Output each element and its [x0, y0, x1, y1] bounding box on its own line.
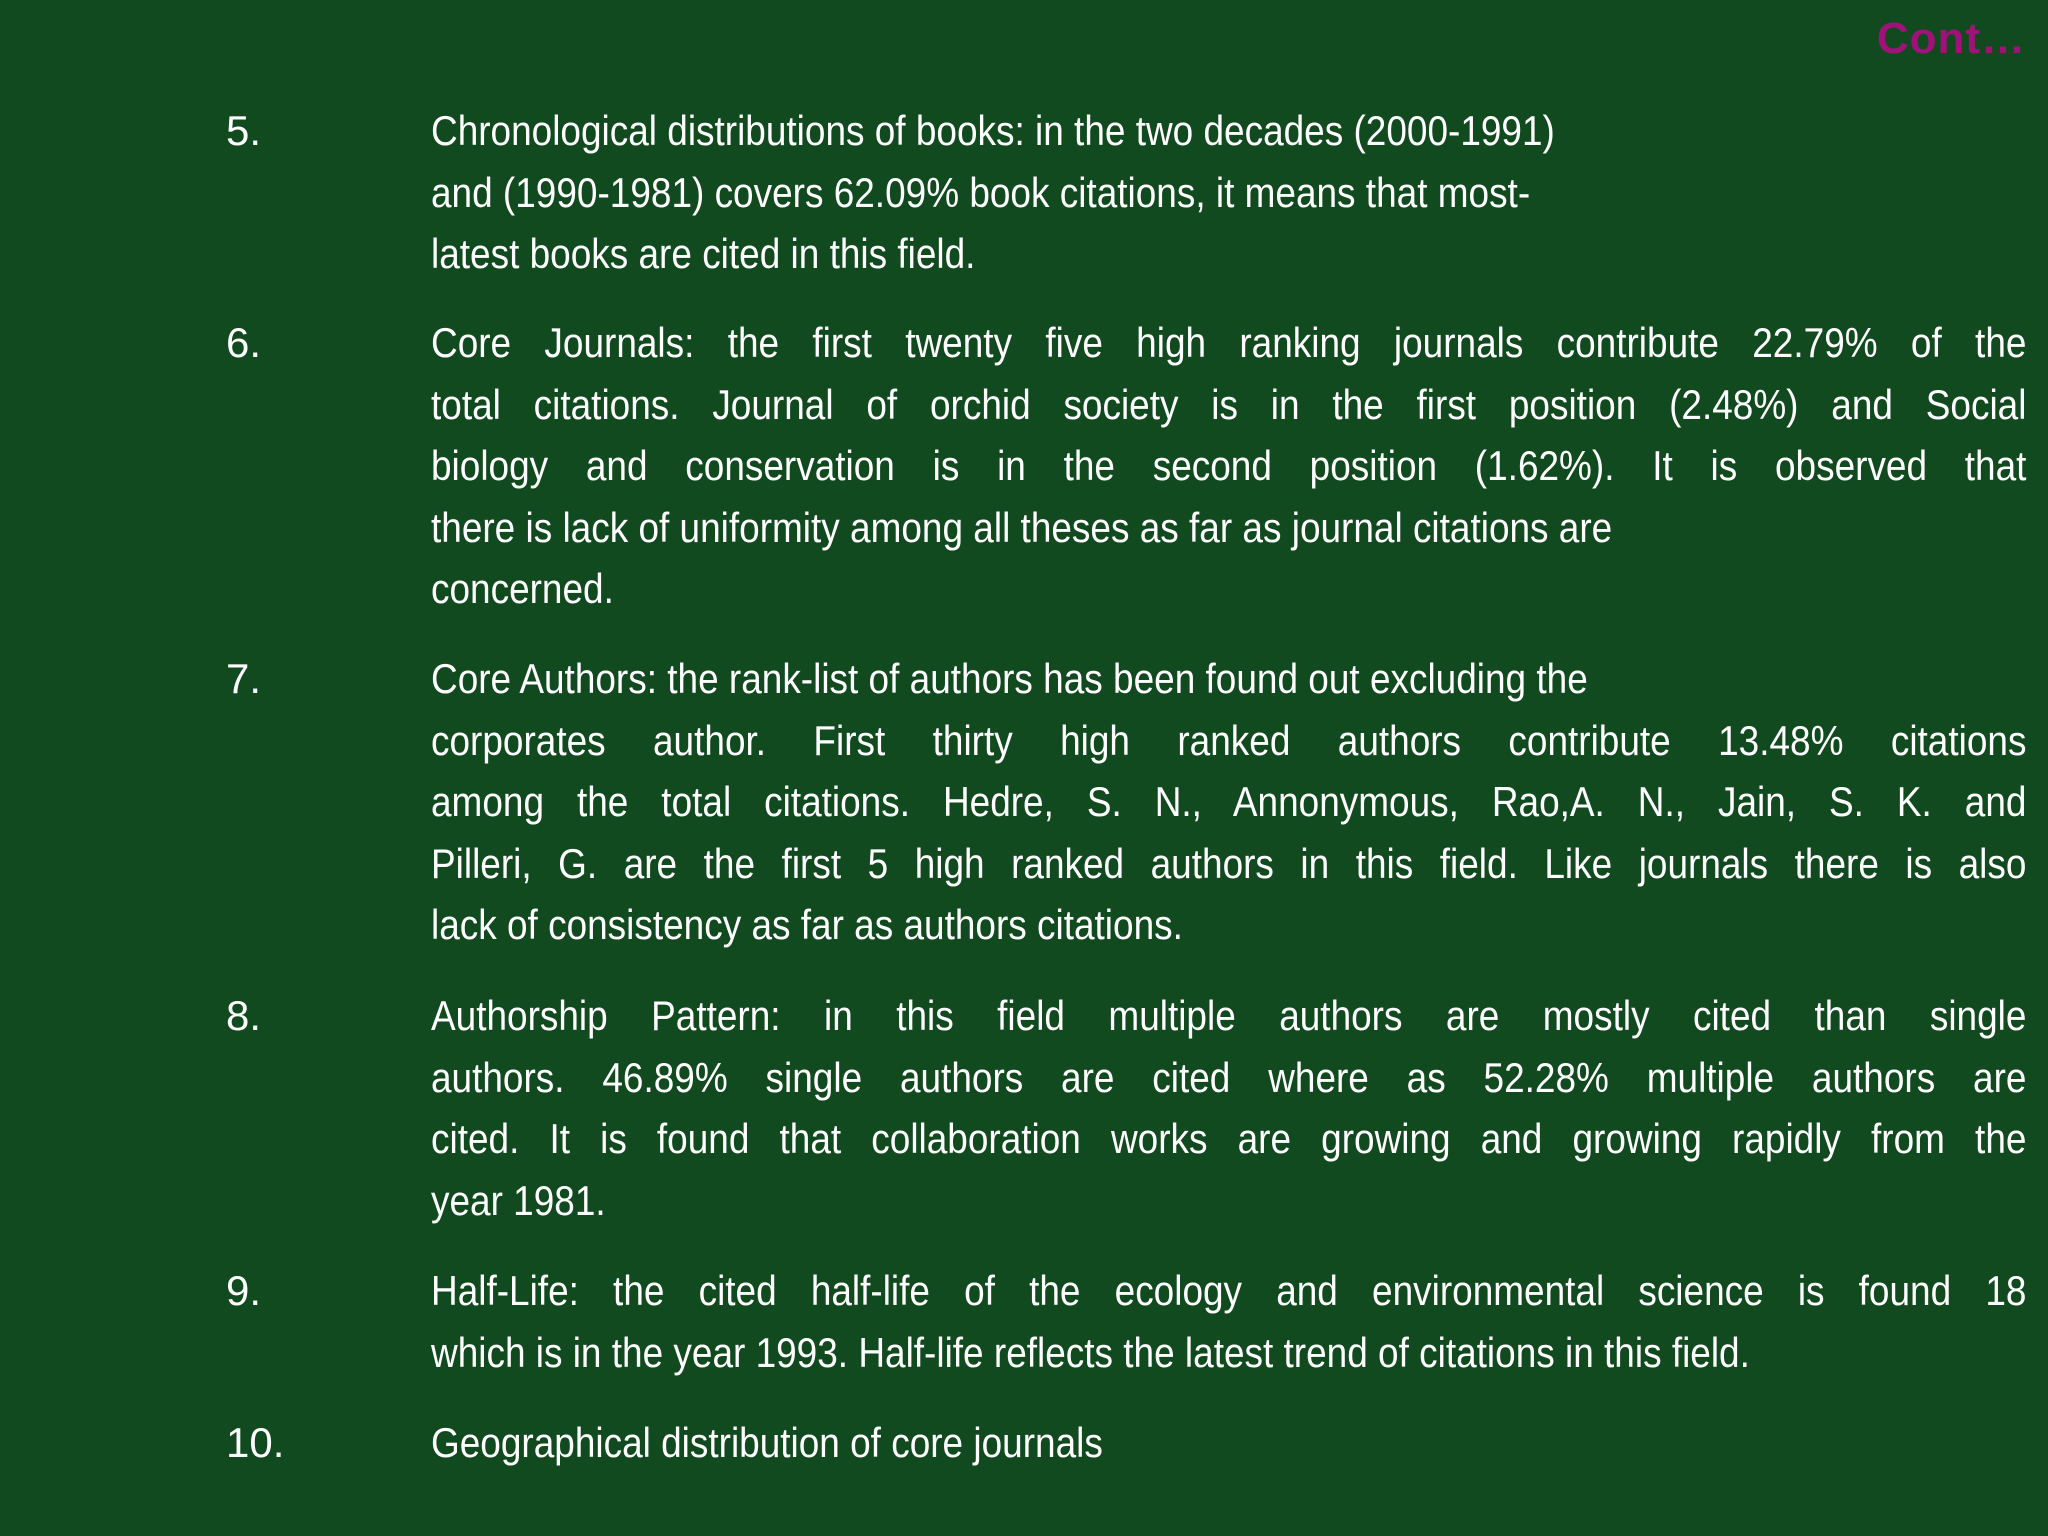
text-line: cited. It is found that collaboration works are growing and growing rapidly from the [431, 1115, 2027, 1162]
item-text [431, 312, 2027, 620]
text-line: which is in the year 1993. Half-life reflects the latest trend of citations in this field. [431, 1328, 1750, 1376]
item-text [431, 100, 1835, 285]
text-line: concerned. [431, 565, 614, 612]
item-text [431, 985, 2027, 1231]
text-line: Half-Life: the cited half-life of the ecology and environmental science is found 18 [431, 1267, 2027, 1314]
item-text [431, 648, 2027, 956]
text-line: among the total citations. Hedre, S. N., Annonymous, Rao,A. N., Jain, S. K. and [431, 778, 2027, 825]
item-number: 5. [226, 107, 262, 154]
item-text [431, 1412, 1835, 1474]
text-line: and (1990-1981) covers 62.09% book citations, it means that most- [431, 168, 1531, 216]
text-line: Authorship Pattern: in this field multiple authors are mostly cited than single [431, 992, 2027, 1039]
text-line: Chronological distributions of books: in the two decades (2000-1991) [431, 107, 1555, 154]
continued-label: Cont… [1876, 14, 2026, 63]
item-number: 10. [226, 1419, 285, 1466]
item-number: 7. [226, 655, 262, 702]
item-text [431, 1260, 2027, 1383]
text-line: lack of consistency as far as authors citations. [431, 901, 1183, 948]
text-line: Core Journals: the first twenty five high ranking journals contribute 22.79% of the [431, 319, 2027, 366]
text-line: latest books are cited in this field. [431, 230, 976, 277]
item-number: 9. [226, 1267, 262, 1314]
text-line: year 1981. [431, 1176, 606, 1224]
text-line: authors. 46.89% single authors are cited where as 52.28% multiple authors are [431, 1053, 2027, 1101]
text-line: Core Authors: the rank-list of authors has been found out excluding the [431, 655, 1588, 702]
text-line: there is lack of uniformity among all theses as far as journal citations are [431, 503, 1613, 551]
text-line: Geographical distribution of core journals [431, 1419, 1103, 1466]
text-line: Pilleri, G. are the first 5 high ranked authors in this field. Like journals there is also [431, 839, 2027, 887]
text-line: total citations. Journal of orchid society is in the first position (2.48%) and Social [431, 380, 2027, 428]
item-number: 8. [226, 992, 262, 1039]
item-number: 6. [226, 319, 262, 366]
text-line: biology and conservation is in the second position (1.62%). It is observed that [431, 442, 2027, 489]
text-line: corporates author. First thirty high ranked authors contribute 13.48% citations [431, 716, 2027, 764]
